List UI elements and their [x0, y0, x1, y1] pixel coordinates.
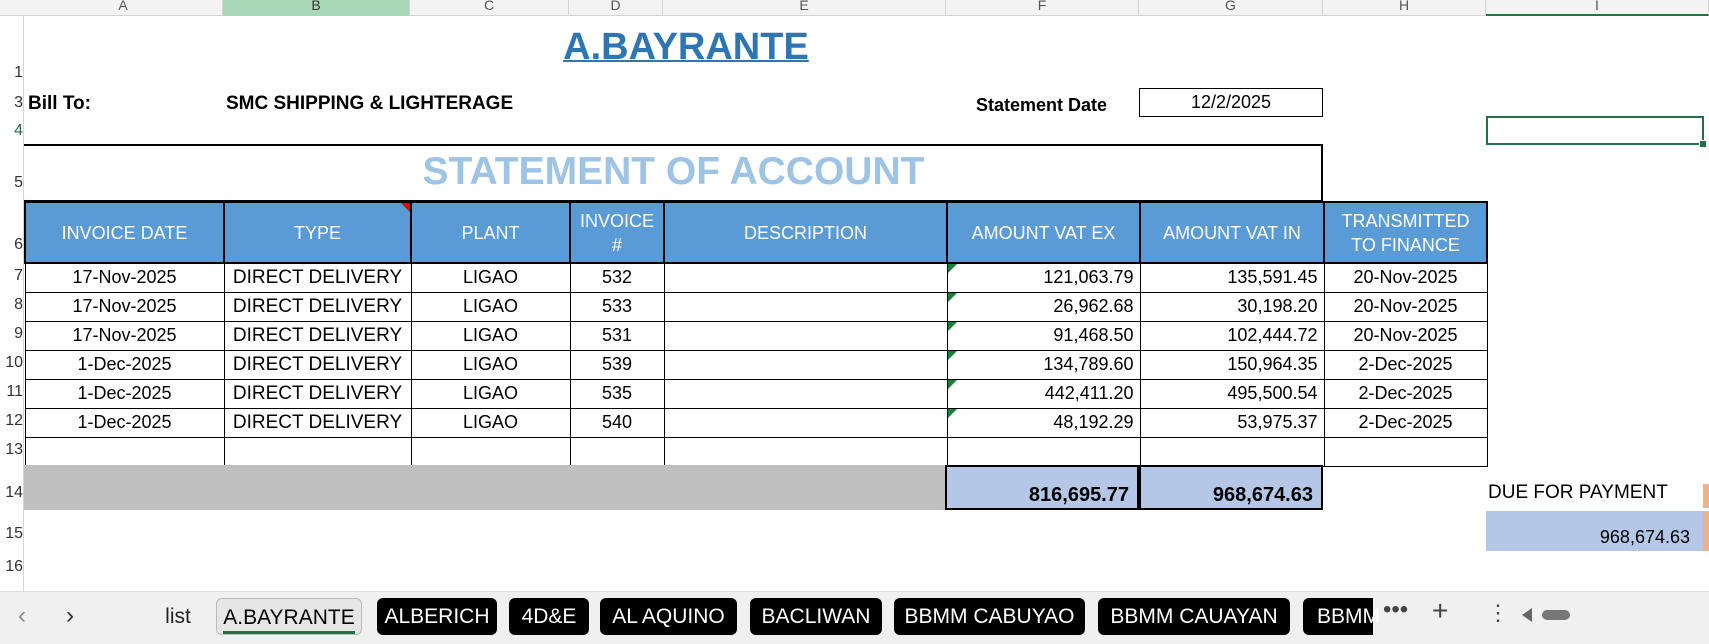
scrollbar-thumb[interactable] [1542, 610, 1570, 620]
header-transmitted-line1: TRANSMITTED [1341, 210, 1470, 231]
header-transmitted-line2: TO FINANCE [1351, 234, 1460, 255]
cell-plant[interactable]: LIGAO [411, 263, 570, 292]
cell-invoice-date[interactable]: 17-Nov-2025 [25, 263, 224, 292]
column-header-b[interactable]: B [223, 0, 410, 16]
row-header-13[interactable]: 13 [5, 441, 23, 458]
company-title-text: A.BAYRANTE [563, 26, 809, 68]
column-header-g[interactable]: G [1139, 0, 1323, 16]
row-header-7[interactable]: 7 [14, 267, 23, 284]
cell-amount-vat-in[interactable]: 53,975.37 [1140, 408, 1324, 437]
empty-cell[interactable] [947, 437, 1140, 466]
cell-transmitted[interactable]: 20-Nov-2025 [1324, 321, 1487, 350]
cell-description[interactable] [664, 292, 947, 321]
table-row [25, 321, 1487, 350]
row-header-15[interactable]: 15 [5, 525, 23, 542]
cell-invoice-number[interactable]: 533 [570, 292, 664, 321]
due-for-payment-label[interactable]: DUE FOR PAYMENT [1488, 482, 1668, 503]
cell-plant[interactable]: LIGAO [411, 379, 570, 408]
row-header-10[interactable]: 10 [5, 354, 23, 371]
header-invoice-number[interactable] [570, 202, 664, 263]
header-type[interactable]: TYPE [224, 202, 411, 263]
row-header-8[interactable]: 8 [14, 296, 23, 313]
due-for-payment-value[interactable]: 968,674.63 [1486, 511, 1704, 551]
cell-description[interactable] [664, 379, 947, 408]
adjacent-cell-fill [1703, 511, 1709, 551]
more-horizontal-icon[interactable]: ••• [1383, 596, 1409, 623]
row-header-6[interactable]: 6 [14, 236, 23, 253]
cell-invoice-date[interactable]: 17-Nov-2025 [25, 292, 224, 321]
cell-type[interactable]: DIRECT DELIVERY [224, 321, 411, 350]
row-header-4[interactable]: 4 [14, 122, 23, 139]
header-description[interactable]: DESCRIPTION [664, 202, 947, 263]
adjacent-cell-fill [1703, 484, 1709, 508]
cell-invoice-number[interactable]: 532 [570, 263, 664, 292]
table-row [25, 292, 1487, 321]
sheet-tab-al-aquino[interactable]: AL AQUINO [600, 598, 737, 635]
header-amount-vat-ex[interactable]: AMOUNT VAT EX [947, 202, 1140, 263]
cell-invoice-number[interactable]: 540 [570, 408, 664, 437]
empty-cell[interactable] [25, 437, 224, 466]
header-transmitted[interactable] [1324, 202, 1487, 263]
header-invoice-line2: # [611, 234, 622, 255]
cell-type[interactable]: DIRECT DELIVERY [224, 292, 411, 321]
cell-invoice-number[interactable]: 531 [570, 321, 664, 350]
cell-amount-vat-in[interactable]: 150,964.35 [1140, 350, 1324, 379]
bill-to-value[interactable]: SMC SHIPPING & LIGHTERAGE [226, 93, 514, 114]
soa-title[interactable]: STATEMENT OF ACCOUNT [422, 150, 925, 193]
cell-type[interactable]: DIRECT DELIVERY [224, 350, 411, 379]
table-row [25, 263, 1487, 292]
cell-invoice-date[interactable]: 1-Dec-2025 [25, 379, 224, 408]
sheet-tab-alberich[interactable]: ALBERICH [377, 598, 497, 635]
cell-amount-vat-in[interactable]: 30,198.20 [1140, 292, 1324, 321]
cell-amount-vat-ex[interactable]: 26,962.68 [947, 292, 1140, 321]
row-header-11[interactable]: 11 [6, 383, 23, 400]
cell-amount-vat-ex[interactable]: 48,192.29 [947, 408, 1140, 437]
row-header-1[interactable]: 1 [14, 64, 23, 81]
cell-amount-vat-in[interactable]: 495,500.54 [1140, 379, 1324, 408]
plus-icon[interactable]: + [1432, 595, 1449, 626]
sheet-tab-a-bayrante[interactable] [216, 598, 362, 635]
cell-transmitted[interactable]: 20-Nov-2025 [1324, 263, 1487, 292]
cell-plant[interactable]: LIGAO [411, 321, 570, 350]
cell-amount-vat-in[interactable]: 135,591.45 [1140, 263, 1324, 292]
cell-transmitted[interactable]: 20-Nov-2025 [1324, 292, 1487, 321]
cell-description[interactable] [664, 350, 947, 379]
row-header-5[interactable]: 5 [14, 174, 23, 191]
empty-cell[interactable] [1324, 437, 1487, 466]
empty-cell[interactable] [570, 437, 664, 466]
cell-invoice-number[interactable]: 535 [570, 379, 664, 408]
column-header-e[interactable]: E [663, 0, 946, 16]
table-row-empty [25, 437, 1487, 466]
row-header-9[interactable]: 9 [14, 325, 23, 342]
chevron-right-icon[interactable]: › [66, 602, 74, 629]
cell-description[interactable] [664, 263, 947, 292]
sheet-tab-list[interactable]: list [165, 605, 191, 628]
column-header-i[interactable]: I [1486, 0, 1709, 16]
cell-amount-vat-ex[interactable]: 442,411.20 [947, 379, 1140, 408]
sheet-tab-label: A.BAYRANTE [223, 606, 354, 634]
table-row [25, 379, 1487, 408]
column-header-c[interactable]: C [410, 0, 569, 16]
cell-plant[interactable]: LIGAO [411, 408, 570, 437]
row-header-3[interactable]: 3 [14, 94, 23, 111]
total-amount-vat-ex[interactable]: 816,695.77 [945, 465, 1139, 510]
total-row-gray-fill[interactable] [24, 465, 945, 510]
cell-description[interactable] [664, 408, 947, 437]
cell-type[interactable]: DIRECT DELIVERY [224, 379, 411, 408]
cell-plant[interactable]: LIGAO [411, 292, 570, 321]
cell-transmitted[interactable]: 2-Dec-2025 [1324, 350, 1487, 379]
cell-invoice-number[interactable]: 539 [570, 350, 664, 379]
bill-to-label[interactable]: Bill To: [28, 93, 91, 114]
cell-type[interactable]: DIRECT DELIVERY [224, 408, 411, 437]
sheet-tab-bbmm-cauayan[interactable]: BBMM CAUAYAN [1098, 598, 1290, 635]
sheet-tab-bbmm-cabuyao[interactable]: BBMM CABUYAO [894, 598, 1085, 635]
cell-invoice-date[interactable]: 1-Dec-2025 [25, 350, 224, 379]
cell-amount-vat-in[interactable]: 102,444.72 [1140, 321, 1324, 350]
more-vertical-icon[interactable]: ⋮ [1487, 600, 1509, 625]
column-header-a[interactable]: A [24, 0, 223, 16]
empty-cell[interactable] [664, 437, 947, 466]
cell-transmitted[interactable]: 2-Dec-2025 [1324, 408, 1487, 437]
header-plant[interactable]: PLANT [411, 202, 570, 263]
sheet-tab-bacliwan[interactable]: BACLIWAN [750, 598, 882, 635]
sheet-tab-4d-e[interactable]: 4D&E [509, 598, 589, 635]
scroll-left-icon[interactable] [1522, 608, 1532, 622]
empty-cell[interactable] [224, 437, 411, 466]
column-header-f[interactable]: F [946, 0, 1139, 16]
table-row [25, 408, 1487, 437]
header-invoice-date[interactable]: INVOICE DATE [25, 202, 224, 263]
cell-type[interactable]: DIRECT DELIVERY [224, 263, 411, 292]
column-header-d[interactable]: D [569, 0, 663, 16]
row-header-16[interactable]: 16 [5, 558, 23, 575]
sheet-tab-bar [0, 591, 1709, 644]
statement-date-value[interactable]: 12/2/2025 [1139, 88, 1323, 117]
row-header-14[interactable]: 14 [5, 484, 23, 501]
column-header-bar [0, 0, 1709, 16]
header-amount-vat-in[interactable]: AMOUNT VAT IN [1140, 202, 1324, 263]
total-amount-vat-in[interactable]: 968,674.63 [1139, 465, 1323, 510]
statement-date-label[interactable]: Statement Date [976, 95, 1108, 115]
cell-invoice-date[interactable]: 1-Dec-2025 [25, 408, 224, 437]
row-header-12[interactable]: 12 [5, 412, 23, 429]
active-cell-selection[interactable] [1486, 116, 1704, 145]
company-title[interactable] [24, 26, 1324, 69]
empty-cell[interactable] [411, 437, 570, 466]
cell-amount-vat-ex[interactable]: 91,468.50 [947, 321, 1140, 350]
chevron-left-icon[interactable]: ‹ [18, 602, 26, 629]
cell-invoice-date[interactable]: 17-Nov-2025 [25, 321, 224, 350]
horizontal-scrollbar[interactable] [1522, 608, 1709, 622]
empty-cell[interactable] [1140, 437, 1324, 466]
invoice-table [24, 201, 1488, 467]
cell-description[interactable] [664, 321, 947, 350]
table-row [25, 350, 1487, 379]
cell-amount-vat-ex[interactable]: 121,063.79 [947, 263, 1140, 292]
cell-plant[interactable]: LIGAO [411, 350, 570, 379]
row-header-bar [0, 16, 24, 591]
header-invoice-line1: INVOICE [579, 210, 654, 231]
table-header-row [25, 202, 1487, 263]
cell-transmitted[interactable]: 2-Dec-2025 [1324, 379, 1487, 408]
cell-amount-vat-ex[interactable]: 134,789.60 [947, 350, 1140, 379]
sheet-tab-bbmm[interactable]: BBMM [1303, 598, 1373, 635]
column-header-h[interactable]: H [1323, 0, 1486, 16]
